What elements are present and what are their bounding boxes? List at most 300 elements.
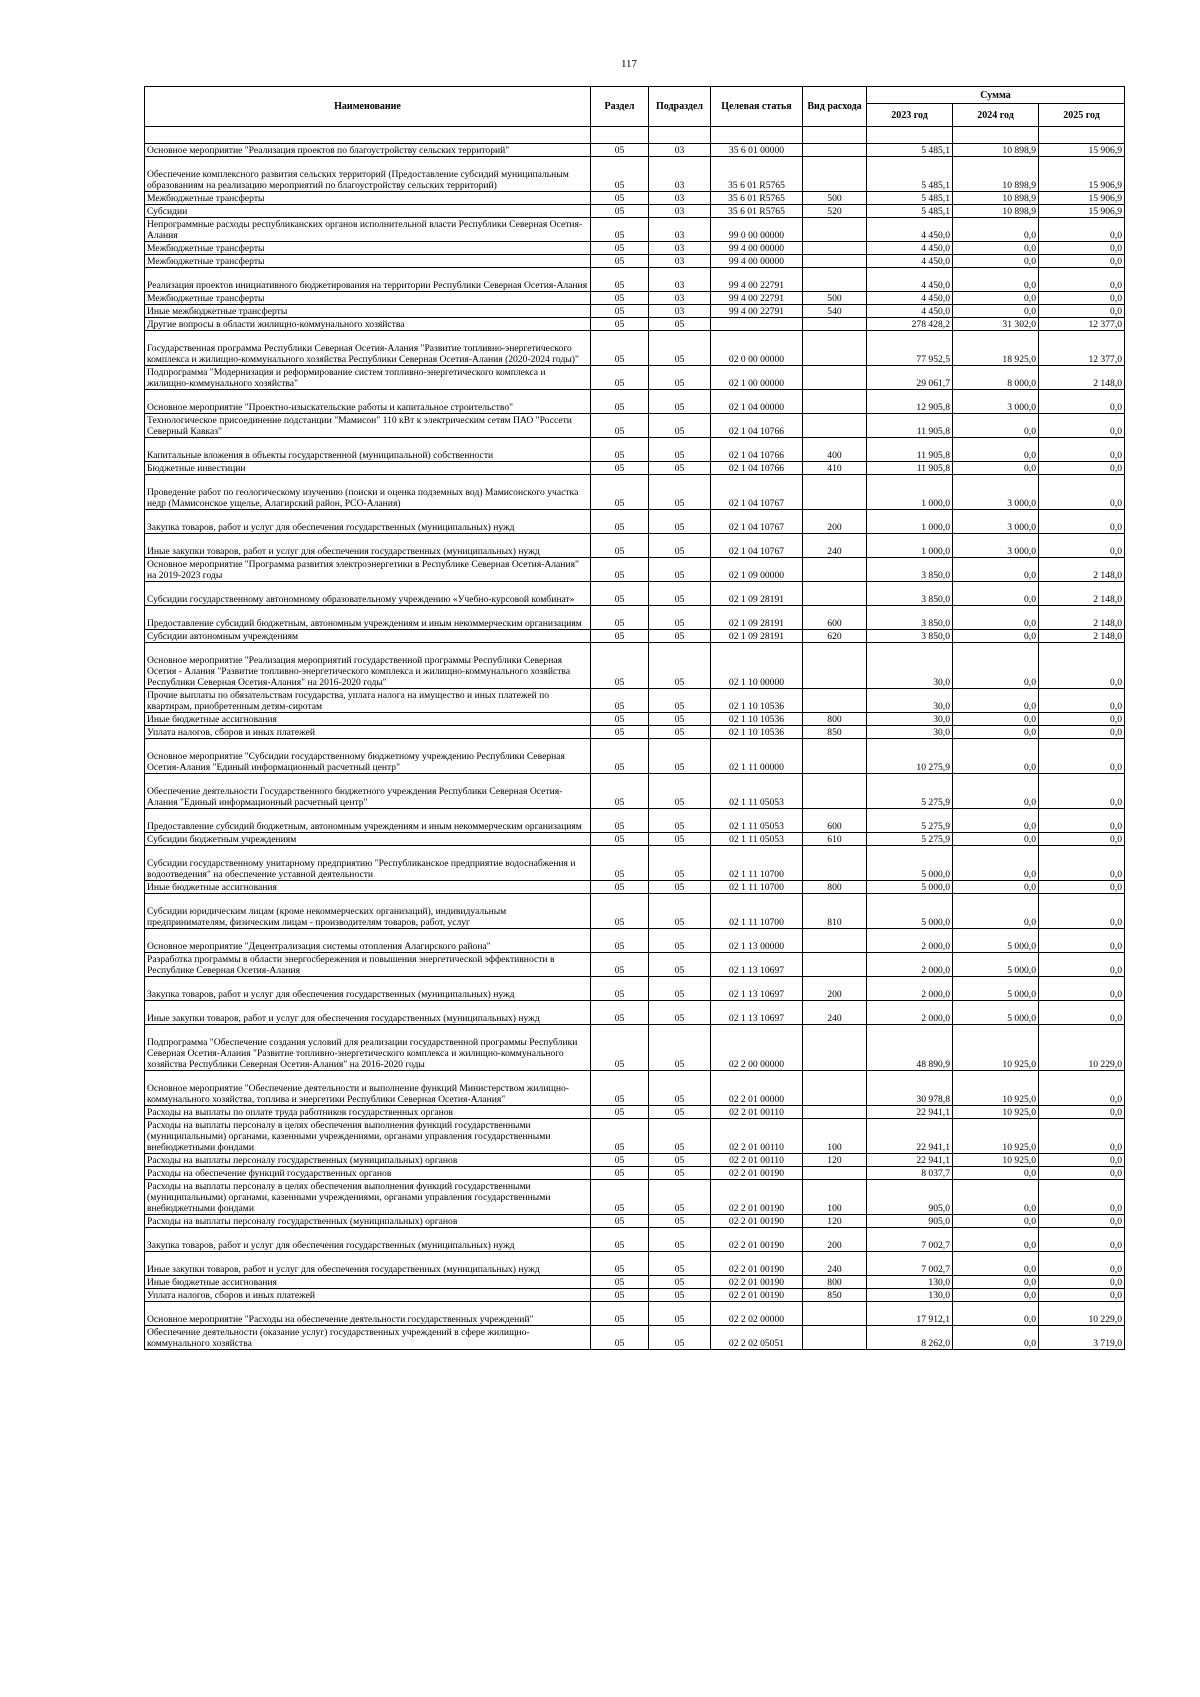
- row-2024-cell: 10 925,0: [953, 1154, 1039, 1167]
- table-row: [145, 1326, 1125, 1350]
- row-podrazdel-cell: 05: [649, 1001, 711, 1025]
- row-statya-cell: 99 4 00 22791: [711, 268, 803, 292]
- row-statya-cell: 35 6 01 R5765: [711, 205, 803, 218]
- row-name-cell: Субсидии бюджетным учреждениям: [145, 833, 591, 846]
- row-vid-cell: [803, 366, 867, 390]
- row-razdel-cell: 05: [591, 1289, 649, 1302]
- row-vid-cell: 850: [803, 1289, 867, 1302]
- row-razdel-cell: 05: [591, 438, 649, 462]
- row-2025-cell: 0,0: [1039, 218, 1125, 242]
- row-name-cell: Предоставление субсидий бюджетным, автономным учреждениям и иным некоммерческим организациям: [145, 809, 591, 833]
- table-row: [145, 292, 1125, 305]
- row-razdel-cell: 05: [591, 305, 649, 318]
- row-statya-cell: 02 2 01 00110: [711, 1119, 803, 1154]
- row-razdel-cell: 05: [591, 255, 649, 268]
- table-row: [145, 558, 1125, 582]
- row-name-cell: Основное мероприятие "Проектно-изыскательские работы и капитальное строительство": [145, 390, 591, 414]
- row-2023-cell: 11 905,8: [867, 462, 953, 475]
- table-row: [145, 318, 1125, 331]
- row-podrazdel-cell: 05: [649, 689, 711, 713]
- row-2025-cell: 0,0: [1039, 390, 1125, 414]
- row-2025-cell: 0,0: [1039, 809, 1125, 833]
- header-podrazdel: Подраздел: [649, 87, 711, 127]
- table-row: [145, 1215, 1125, 1228]
- row-razdel-cell: 05: [591, 1167, 649, 1180]
- row-2023-cell: 30,0: [867, 726, 953, 739]
- row-2024-cell: 5 000,0: [953, 1001, 1039, 1025]
- row-name-cell: Государственная программа Республики Северная Осетия-Алания "Развитие топливно-энергетического комплекса и жилищно-коммунального хозяйства Республики Северная Осетия-Алания (2020-2024 годы)": [145, 331, 591, 366]
- row-razdel-cell: 05: [591, 1252, 649, 1276]
- row-statya-cell: 02 2 01 00190: [711, 1228, 803, 1252]
- row-2023-cell: 17 912,1: [867, 1302, 953, 1326]
- row-name-cell: Субсидии юридическим лицам (кроме некоммерческих организаций), индивидуальным предпринимателям, физическим лицам - производителям товаров, работ, услуг: [145, 894, 591, 929]
- row-2023-cell: 30,0: [867, 713, 953, 726]
- row-podrazdel-cell: 05: [649, 881, 711, 894]
- row-2024-cell: 5 000,0: [953, 929, 1039, 953]
- row-razdel-cell: 05: [591, 192, 649, 205]
- row-2023-cell: 3 850,0: [867, 630, 953, 643]
- row-2025-cell: 0,0: [1039, 833, 1125, 846]
- row-razdel-cell: 05: [591, 726, 649, 739]
- row-2023-cell: 5 275,9: [867, 774, 953, 809]
- row-2024-cell: 5 000,0: [953, 953, 1039, 977]
- row-2023-cell: 30,0: [867, 689, 953, 713]
- row-razdel-cell: 05: [591, 881, 649, 894]
- row-razdel-cell: 05: [591, 475, 649, 510]
- row-razdel-cell: 05: [591, 846, 649, 881]
- row-name-cell: Иные бюджетные ассигнования: [145, 1276, 591, 1289]
- row-podrazdel-cell: 05: [649, 929, 711, 953]
- row-2024-cell: 0,0: [953, 713, 1039, 726]
- row-2023-cell: 3 850,0: [867, 606, 953, 630]
- row-name-cell: Межбюджетные трансферты: [145, 242, 591, 255]
- row-name-cell: Обеспечение деятельности Государственного бюджетного учреждения Республики Северная Осетия-Алания "Единый информационный расчетный центр": [145, 774, 591, 809]
- row-statya-cell: 02 1 11 10700: [711, 894, 803, 929]
- row-podrazdel-cell: 03: [649, 292, 711, 305]
- row-podrazdel-cell: 05: [649, 1215, 711, 1228]
- row-podrazdel-cell: 05: [649, 318, 711, 331]
- row-statya-cell: 02 2 01 00190: [711, 1167, 803, 1180]
- row-vid-cell: [803, 1326, 867, 1350]
- row-2024-cell: 3 000,0: [953, 390, 1039, 414]
- row-podrazdel-cell: 05: [649, 1167, 711, 1180]
- row-2024-cell: 0,0: [953, 438, 1039, 462]
- header-summa: Сумма: [867, 87, 1125, 104]
- row-vid-cell: [803, 331, 867, 366]
- row-razdel-cell: 05: [591, 929, 649, 953]
- row-statya-cell: 99 4 00 22791: [711, 292, 803, 305]
- row-2025-cell: 12 377,0: [1039, 318, 1125, 331]
- row-vid-cell: 800: [803, 713, 867, 726]
- table-row: [145, 305, 1125, 318]
- row-name-cell: Закупка товаров, работ и услуг для обеспечения государственных (муниципальных) нужд: [145, 1228, 591, 1252]
- row-2023-cell: 5 485,1: [867, 205, 953, 218]
- row-2024-cell: 0,0: [953, 462, 1039, 475]
- row-2024-cell: 10 898,9: [953, 157, 1039, 192]
- row-2025-cell: 2 148,0: [1039, 558, 1125, 582]
- row-2024-cell: 0,0: [953, 1228, 1039, 1252]
- row-2024-cell: 0,0: [953, 833, 1039, 846]
- row-2025-cell: 0,0: [1039, 894, 1125, 929]
- row-vid-cell: [803, 558, 867, 582]
- row-vid-cell: [803, 144, 867, 157]
- row-name-cell: Капитальные вложения в объекты государственной (муниципальной) собственности: [145, 438, 591, 462]
- row-razdel-cell: 05: [591, 366, 649, 390]
- table-row: [145, 726, 1125, 739]
- row-podrazdel-cell: 03: [649, 157, 711, 192]
- row-statya-cell: 02 1 04 10766: [711, 462, 803, 475]
- row-name-cell: Расходы на выплаты по оплате труда работников государственных органов: [145, 1106, 591, 1119]
- row-name-cell: Субсидии: [145, 205, 591, 218]
- table-row: [145, 1228, 1125, 1252]
- row-2025-cell: 0,0: [1039, 414, 1125, 438]
- row-podrazdel-cell: 03: [649, 305, 711, 318]
- table-row: [145, 1167, 1125, 1180]
- row-2023-cell: 5 275,9: [867, 833, 953, 846]
- row-podrazdel-cell: 05: [649, 726, 711, 739]
- row-razdel-cell: 05: [591, 1001, 649, 1025]
- row-2025-cell: 0,0: [1039, 689, 1125, 713]
- row-vid-cell: [803, 846, 867, 881]
- row-statya-cell: 02 2 01 00190: [711, 1276, 803, 1289]
- row-name-cell: Расходы на выплаты персоналу государственных (муниципальных) органов: [145, 1154, 591, 1167]
- row-name-cell: Бюджетные инвестиции: [145, 462, 591, 475]
- row-2025-cell: 0,0: [1039, 1252, 1125, 1276]
- row-2024-cell: 0,0: [953, 809, 1039, 833]
- row-name-cell: Предоставление субсидий бюджетным, автономным учреждениям и иным некоммерческим организациям: [145, 606, 591, 630]
- row-vid-cell: 240: [803, 534, 867, 558]
- row-2023-cell: 1 000,0: [867, 510, 953, 534]
- row-name-cell: Проведение работ по геологическому изучению (поиски и оценка подземных вод) Мамисонского участка недр (Мамисонское ущелье, Алагирский район, РСО-Алания): [145, 475, 591, 510]
- row-name-cell: Основное мероприятие "Программа развития электроэнергетики в Республике Северная Осетия-Алания" на 2019-2023 годы: [145, 558, 591, 582]
- row-name-cell: Расходы на выплаты персоналу в целях обеспечения выполнения функций государственными (муниципальными) органами, казенными учреждениями, органами управления государственными внебюджетными фондами: [145, 1119, 591, 1154]
- row-2023-cell: 2 000,0: [867, 953, 953, 977]
- row-podrazdel-cell: 05: [649, 606, 711, 630]
- row-2023-cell: 48 890,9: [867, 1025, 953, 1071]
- table-row: [145, 1302, 1125, 1326]
- row-razdel-cell: 05: [591, 390, 649, 414]
- header-statya: Целевая статья: [711, 87, 803, 127]
- row-razdel-cell: 05: [591, 713, 649, 726]
- row-2025-cell: 0,0: [1039, 1001, 1125, 1025]
- row-razdel-cell: 05: [591, 1302, 649, 1326]
- table-body: [145, 127, 1125, 1350]
- row-2025-cell: 0,0: [1039, 929, 1125, 953]
- row-vid-cell: [803, 643, 867, 689]
- row-vid-cell: [803, 414, 867, 438]
- table-row: [145, 255, 1125, 268]
- row-2024-cell: 10 898,9: [953, 144, 1039, 157]
- row-name-cell: Расходы на выплаты персоналу в целях обеспечения выполнения функций государственными (муниципальными) органами, казенными учреждениями, органами управления государственными внебюджетными фондами: [145, 1180, 591, 1215]
- row-name-cell: Обеспечение деятельности (оказание услуг) государственных учреждений в сфере жилищно-коммунального хозяйства: [145, 1326, 591, 1350]
- row-name-cell: Иные закупки товаров, работ и услуг для обеспечения государственных (муниципальных) нужд: [145, 1001, 591, 1025]
- row-podrazdel-cell: 05: [649, 1302, 711, 1326]
- table-row: [145, 390, 1125, 414]
- row-podrazdel-cell: 05: [649, 774, 711, 809]
- row-2025-cell: 0,0: [1039, 534, 1125, 558]
- row-razdel-cell: 05: [591, 689, 649, 713]
- row-name-cell: Межбюджетные трансферты: [145, 192, 591, 205]
- row-2025-cell: 15 906,9: [1039, 192, 1125, 205]
- row-name-cell: Иные закупки товаров, работ и услуг для обеспечения государственных (муниципальных) нужд: [145, 534, 591, 558]
- row-vid-cell: 200: [803, 1228, 867, 1252]
- row-2023-cell: 10 275,9: [867, 739, 953, 774]
- row-2024-cell: 0,0: [953, 218, 1039, 242]
- row-name-cell: Прочие выплаты по обязательствам государства, уплата налога на имущество и иных платежей по квартирам, приобретенным детям-сиротам: [145, 689, 591, 713]
- table-row: [145, 846, 1125, 881]
- table-header: [145, 87, 1125, 127]
- row-2025-cell: 0,0: [1039, 268, 1125, 292]
- row-name-cell: Иные бюджетные ассигнования: [145, 713, 591, 726]
- page-number: 117: [620, 58, 638, 70]
- row-2024-cell: 0,0: [953, 1215, 1039, 1228]
- row-razdel-cell: 05: [591, 894, 649, 929]
- row-name-cell: Расходы на выплаты персоналу государственных (муниципальных) органов: [145, 1215, 591, 1228]
- row-2024-cell: 0,0: [953, 1302, 1039, 1326]
- row-2023-cell: 2 000,0: [867, 929, 953, 953]
- table-row: [145, 438, 1125, 462]
- row-vid-cell: 520: [803, 205, 867, 218]
- row-2025-cell: 0,0: [1039, 305, 1125, 318]
- row-2025-cell: 0,0: [1039, 292, 1125, 305]
- row-statya-cell: 02 1 04 10767: [711, 534, 803, 558]
- row-2024-cell: 0,0: [953, 414, 1039, 438]
- row-vid-cell: 500: [803, 192, 867, 205]
- row-name-cell: Уплата налогов, сборов и иных платежей: [145, 1289, 591, 1302]
- row-statya-cell: 02 1 13 10697: [711, 1001, 803, 1025]
- table-row: [145, 1119, 1125, 1154]
- table-row: [145, 774, 1125, 809]
- row-statya-cell: 99 4 00 22791: [711, 305, 803, 318]
- row-razdel-cell: 05: [591, 1154, 649, 1167]
- row-2023-cell: 905,0: [867, 1180, 953, 1215]
- row-2023-cell: 278 428,2: [867, 318, 953, 331]
- row-2023-cell: 5 000,0: [867, 881, 953, 894]
- row-podrazdel-cell: 05: [649, 643, 711, 689]
- row-name-cell: Межбюджетные трансферты: [145, 255, 591, 268]
- row-podrazdel-cell: 05: [649, 1252, 711, 1276]
- row-2024-cell: 10 925,0: [953, 1025, 1039, 1071]
- row-razdel-cell: 05: [591, 630, 649, 643]
- row-statya-cell: 02 1 11 00000: [711, 739, 803, 774]
- row-razdel-cell: 05: [591, 1106, 649, 1119]
- row-2024-cell: 10 925,0: [953, 1106, 1039, 1119]
- row-podrazdel-cell: 05: [649, 558, 711, 582]
- row-razdel-cell: 05: [591, 462, 649, 475]
- row-2023-cell: 30 978,8: [867, 1071, 953, 1106]
- row-statya-cell: 02 1 09 28191: [711, 606, 803, 630]
- row-2024-cell: 0,0: [953, 558, 1039, 582]
- row-vid-cell: [803, 1167, 867, 1180]
- row-name-cell: Иные межбюджетные трансферты: [145, 305, 591, 318]
- row-statya-cell: 02 2 02 00000: [711, 1302, 803, 1326]
- row-podrazdel-cell: 05: [649, 1154, 711, 1167]
- row-podrazdel-cell: 05: [649, 739, 711, 774]
- row-name-cell: Подпрограмма "Модернизация и реформирование систем топливно-энергетического комплекса и жилищно-коммунального хозяйства": [145, 366, 591, 390]
- row-2024-cell: 0,0: [953, 255, 1039, 268]
- row-2023-cell: 8 037,7: [867, 1167, 953, 1180]
- row-vid-cell: [803, 953, 867, 977]
- row-razdel-cell: 05: [591, 205, 649, 218]
- row-2024-cell: 3 000,0: [953, 510, 1039, 534]
- header-2024: 2024 год: [953, 104, 1039, 127]
- row-2025-cell: 0,0: [1039, 1215, 1125, 1228]
- row-statya-cell: 02 2 01 00110: [711, 1154, 803, 1167]
- table-row: [145, 1154, 1125, 1167]
- row-podrazdel-cell: 05: [649, 414, 711, 438]
- row-2025-cell: 2 148,0: [1039, 606, 1125, 630]
- table-row: [145, 809, 1125, 833]
- row-statya-cell: 02 2 01 00190: [711, 1289, 803, 1302]
- table-row: [145, 534, 1125, 558]
- row-podrazdel-cell: 05: [649, 894, 711, 929]
- row-podrazdel-cell: 05: [649, 366, 711, 390]
- row-podrazdel-cell: 05: [649, 1106, 711, 1119]
- row-2025-cell: 2 148,0: [1039, 366, 1125, 390]
- row-2024-cell: 31 302,0: [953, 318, 1039, 331]
- row-2023-cell: 5 275,9: [867, 809, 953, 833]
- row-statya-cell: 02 1 09 28191: [711, 630, 803, 643]
- table-row: [145, 462, 1125, 475]
- row-2023-cell: 4 450,0: [867, 268, 953, 292]
- row-razdel-cell: 05: [591, 643, 649, 689]
- row-vid-cell: [803, 739, 867, 774]
- row-2025-cell: 0,0: [1039, 1119, 1125, 1154]
- table-row: [145, 1001, 1125, 1025]
- row-razdel-cell: 05: [591, 977, 649, 1001]
- row-razdel-cell: 05: [591, 1276, 649, 1289]
- row-2024-cell: 0,0: [953, 774, 1039, 809]
- row-vid-cell: 100: [803, 1180, 867, 1215]
- row-name-cell: Основное мероприятие "Реализация проектов по благоустройству сельских территорий": [145, 144, 591, 157]
- row-2025-cell: 0,0: [1039, 977, 1125, 1001]
- row-2023-cell: 12 905,8: [867, 390, 953, 414]
- row-2023-cell: 5 485,1: [867, 144, 953, 157]
- table-row: [145, 630, 1125, 643]
- row-2024-cell: 10 898,9: [953, 192, 1039, 205]
- row-statya-cell: 02 1 11 05053: [711, 833, 803, 846]
- row-podrazdel-cell: 03: [649, 242, 711, 255]
- row-2024-cell: 0,0: [953, 1167, 1039, 1180]
- row-2025-cell: 0,0: [1039, 1228, 1125, 1252]
- row-vid-cell: 200: [803, 510, 867, 534]
- header-2023: 2023 год: [867, 104, 953, 127]
- row-2024-cell: 10 925,0: [953, 1071, 1039, 1106]
- row-statya-cell: 02 1 10 10536: [711, 713, 803, 726]
- row-2025-cell: 0,0: [1039, 881, 1125, 894]
- row-2025-cell: 0,0: [1039, 1106, 1125, 1119]
- row-podrazdel-cell: 05: [649, 582, 711, 606]
- row-razdel-cell: 05: [591, 1025, 649, 1071]
- table-row: [145, 366, 1125, 390]
- row-2024-cell: 0,0: [953, 643, 1039, 689]
- row-podrazdel-cell: 05: [649, 1326, 711, 1350]
- row-2024-cell: 0,0: [953, 1180, 1039, 1215]
- row-statya-cell: 02 1 13 10697: [711, 953, 803, 977]
- row-vid-cell: 400: [803, 438, 867, 462]
- row-2025-cell: 0,0: [1039, 1180, 1125, 1215]
- row-vid-cell: 120: [803, 1154, 867, 1167]
- row-podrazdel-cell: 05: [649, 977, 711, 1001]
- row-statya-cell: 02 1 10 00000: [711, 643, 803, 689]
- row-name-cell: Закупка товаров, работ и услуг для обеспечения государственных (муниципальных) нужд: [145, 977, 591, 1001]
- row-statya-cell: 02 1 09 00000: [711, 558, 803, 582]
- row-razdel-cell: 05: [591, 218, 649, 242]
- row-podrazdel-cell: 05: [649, 630, 711, 643]
- row-name-cell: Иные бюджетные ассигнования: [145, 881, 591, 894]
- row-2025-cell: 0,0: [1039, 475, 1125, 510]
- row-2025-cell: 0,0: [1039, 1071, 1125, 1106]
- row-razdel-cell: 05: [591, 510, 649, 534]
- row-vid-cell: 610: [803, 833, 867, 846]
- row-2023-cell: 4 450,0: [867, 242, 953, 255]
- row-2025-cell: 0,0: [1039, 774, 1125, 809]
- row-vid-cell: 800: [803, 1276, 867, 1289]
- row-razdel-cell: 05: [591, 292, 649, 305]
- row-statya-cell: 02 1 11 10700: [711, 846, 803, 881]
- row-podrazdel-cell: 05: [649, 438, 711, 462]
- row-2024-cell: 10 898,9: [953, 205, 1039, 218]
- row-statya-cell: 02 1 10 10536: [711, 689, 803, 713]
- row-razdel-cell: 05: [591, 157, 649, 192]
- row-statya-cell: 02 0 00 00000: [711, 331, 803, 366]
- row-name-cell: Другие вопросы в области жилищно-коммунального хозяйства: [145, 318, 591, 331]
- row-name-cell: Основное мероприятие "Реализация мероприятий государственной программы Республики Северная Осетия - Алания "Развитие топливно-энергетического комплекса и жилищно-коммунального хозяйства Республики Северная Осетия-Алания" на 2016-2020 годы": [145, 643, 591, 689]
- row-statya-cell: 02 2 01 00190: [711, 1252, 803, 1276]
- row-2025-cell: 0,0: [1039, 643, 1125, 689]
- row-2023-cell: 7 002,7: [867, 1252, 953, 1276]
- row-2023-cell: 22 941,1: [867, 1119, 953, 1154]
- row-name-cell: Межбюджетные трансферты: [145, 292, 591, 305]
- row-podrazdel-cell: 03: [649, 218, 711, 242]
- table-row: [145, 606, 1125, 630]
- row-statya-cell: 02 1 04 10767: [711, 475, 803, 510]
- row-statya-cell: 02 2 01 00190: [711, 1180, 803, 1215]
- row-2023-cell: 22 941,1: [867, 1154, 953, 1167]
- table-row: [145, 1106, 1125, 1119]
- row-2023-cell: 4 450,0: [867, 255, 953, 268]
- row-razdel-cell: 05: [591, 1119, 649, 1154]
- row-vid-cell: [803, 1302, 867, 1326]
- row-2025-cell: 0,0: [1039, 255, 1125, 268]
- row-2025-cell: 0,0: [1039, 846, 1125, 881]
- row-2023-cell: 5 000,0: [867, 894, 953, 929]
- row-name-cell: Технологическое присоединение подстанции "Мамисон" 110 кВт к электрическим сетям ПАО "Россети Северный Кавказ": [145, 414, 591, 438]
- row-vid-cell: [803, 157, 867, 192]
- row-2023-cell: 7 002,7: [867, 1228, 953, 1252]
- row-statya-cell: 02 1 10 10536: [711, 726, 803, 739]
- row-podrazdel-cell: 05: [649, 846, 711, 881]
- row-statya-cell: 02 1 11 10700: [711, 881, 803, 894]
- row-statya-cell: 02 2 01 00110: [711, 1106, 803, 1119]
- row-statya-cell: 99 0 00 00000: [711, 218, 803, 242]
- row-2023-cell: 905,0: [867, 1215, 953, 1228]
- row-2023-cell: 5 485,1: [867, 192, 953, 205]
- row-2024-cell: 0,0: [953, 846, 1039, 881]
- row-razdel-cell: 05: [591, 1215, 649, 1228]
- table-row: [145, 192, 1125, 205]
- row-2025-cell: 10 229,0: [1039, 1025, 1125, 1071]
- row-vid-cell: [803, 774, 867, 809]
- row-name-cell: Обеспечение комплексного развития сельских территорий (Предоставление субсидий муниципальным образованиям на реализацию мероприятий по благоустройству сельских территорий): [145, 157, 591, 192]
- row-2025-cell: 0,0: [1039, 462, 1125, 475]
- row-razdel-cell: 05: [591, 268, 649, 292]
- row-2023-cell: 8 262,0: [867, 1326, 953, 1350]
- table-row: [145, 713, 1125, 726]
- row-statya-cell: 02 1 11 05053: [711, 774, 803, 809]
- table-row: [145, 953, 1125, 977]
- row-2025-cell: 0,0: [1039, 713, 1125, 726]
